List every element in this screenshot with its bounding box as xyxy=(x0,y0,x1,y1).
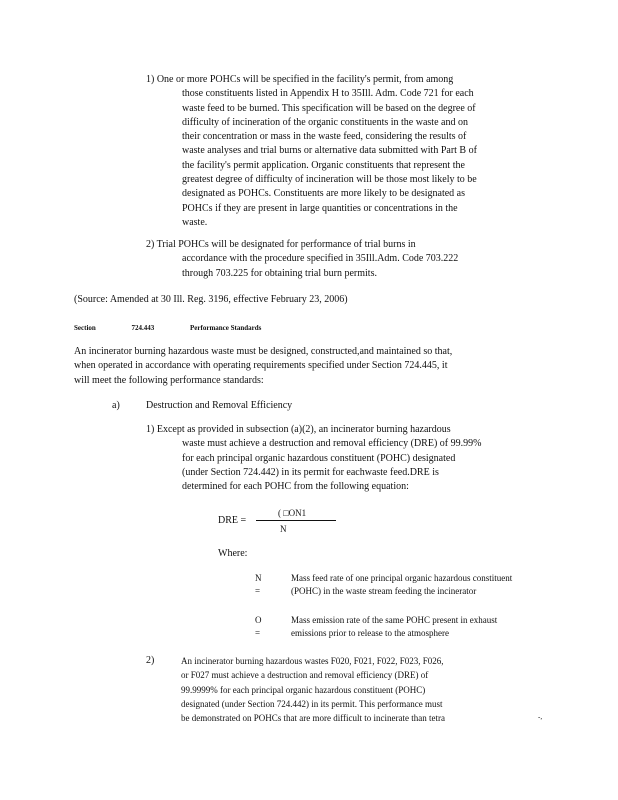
text-line: be demonstrated on POHCs that are more difficult to incinerate than tetra xyxy=(181,713,446,724)
paragraph-pohc-specification xyxy=(146,73,536,230)
text-line: (under Section 724.442) in its permit for eachwaste feed.DRE is xyxy=(182,466,439,478)
definition-text: Mass emission rate of the same POHC present in exhaust emissions prior to release to the atmosphere xyxy=(291,615,498,638)
text-line: POHCs if they are present in large quantities or concentrations in the xyxy=(182,202,458,214)
paragraph-intro xyxy=(74,345,526,388)
corner-mark: -, xyxy=(538,713,543,721)
section-label: Section xyxy=(74,324,96,332)
text-line: will meet the following performance standards: xyxy=(74,374,264,386)
text-line: 1) Except as provided in subsection (a)(2), an incinerator burning hazardous xyxy=(146,424,451,435)
text-line: accordance with the procedure specified in 35Ill.Adm. Code 703.222 xyxy=(182,253,459,265)
equation-lhs: DRE = xyxy=(218,515,247,526)
text-line: their concentration or mass in the waste feed, considering the results of xyxy=(182,131,467,143)
definition-term: N = xyxy=(255,573,262,596)
text-line: the facility's permit application. Organic constituents that represent the xyxy=(182,159,465,171)
text-line: determined for each POHC from the following equation: xyxy=(182,481,409,493)
text-line: difficulty of incineration of the organic constituents in the waste and on xyxy=(182,116,468,128)
definition-text: Mass feed rate of one principal organic hazardous constituent (POHC) in the waste stream feeding the incinerator xyxy=(291,573,513,596)
text-line: designated (under Section 724.442) in its permit. This performance must xyxy=(181,698,443,709)
paragraph-trial-pohcs xyxy=(146,238,476,281)
text-line: waste. xyxy=(182,216,208,228)
text-line: 2) Trial POHCs will be designated for performance of trial burns in xyxy=(146,239,416,250)
text-line: waste analyses and trial burns or alternative data submitted with Part B of xyxy=(182,145,477,157)
subsection-title: Destruction and Removal Efficiency xyxy=(146,400,293,411)
text-line: An incinerator burning hazardous waste must be designed, constructed,and maintained so that, xyxy=(74,346,453,357)
section-heading xyxy=(74,321,295,335)
text-line: An incinerator burning hazardous wastes F020, F021, F022, F023, F026, xyxy=(181,656,444,666)
item-number: 2) xyxy=(146,655,155,666)
source-note: (Source: Amended at 30 Ill. Reg. 3196, effective February 23, 2006) xyxy=(74,294,348,305)
equation-numerator: ( □ON1 xyxy=(278,508,307,518)
paragraph-dre-requirement xyxy=(146,423,546,494)
section-number: 724.443 xyxy=(131,324,155,332)
text-line: greatest degree of difficulty of incineration will be those most likely to be xyxy=(182,174,477,186)
text-line: waste feed to be burned. This specification will be based on the degree of xyxy=(182,102,476,114)
equation-denominator: N xyxy=(280,524,287,534)
text-line: those constituents listed in Appendix H to 35Ill. Adm. Code 721 for each xyxy=(182,88,474,100)
definition-term: O = xyxy=(255,615,262,638)
paragraph-f-wastes-dre xyxy=(181,654,541,725)
text-line: designated as POHCs. Constituents are more likely to be designated as xyxy=(182,188,466,200)
text-line: when operated in accordance with operating requirements specified under Section 724.445, it xyxy=(74,360,448,372)
fraction-bar xyxy=(256,520,336,521)
text-line: for each principal organic hazardous constituent (POHC) designated xyxy=(182,452,456,464)
text-line: through 703.225 for obtaining trial burn permits. xyxy=(182,267,377,279)
where-label: Where: xyxy=(218,548,248,559)
text-line: 99.9999% for each principal organic hazardous constituent (POHC) xyxy=(181,684,426,695)
text-line: 1) One or more POHCs will be specified in the facility's permit, from among xyxy=(146,74,454,85)
text-line: or F027 must achieve a destruction and removal efficiency (DRE) of xyxy=(181,670,429,681)
section-title: Performance Standards xyxy=(190,324,262,332)
dre-equation xyxy=(218,506,338,538)
subsection-marker: a) xyxy=(112,400,120,411)
text-line: waste must achieve a destruction and removal efficiency (DRE) of 99.99% xyxy=(182,438,482,450)
